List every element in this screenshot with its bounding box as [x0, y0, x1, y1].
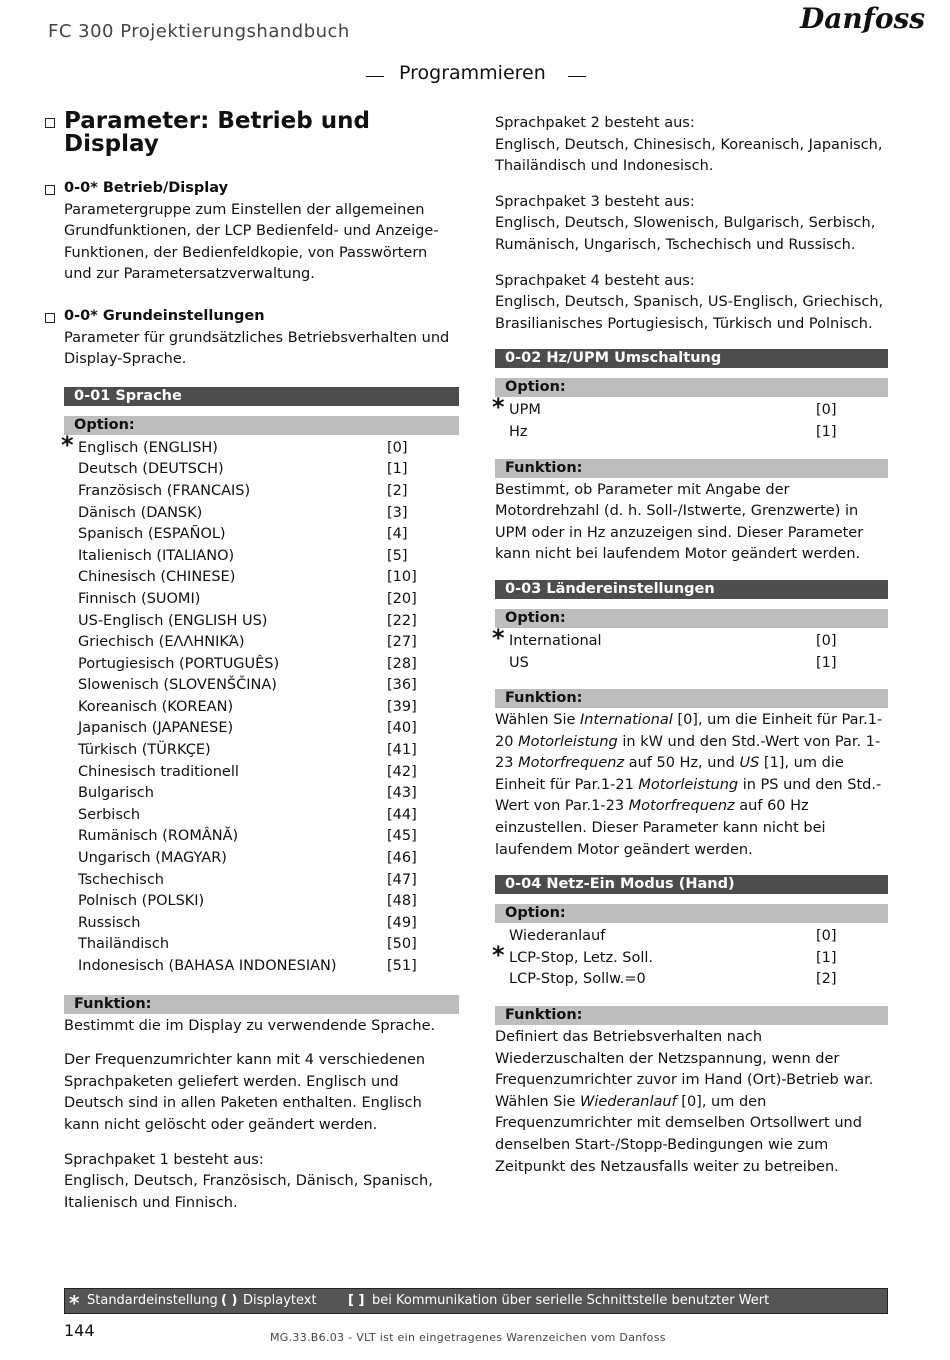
option-value: [44] — [387, 806, 417, 823]
option-value: [10] — [387, 569, 417, 586]
param-title-0-04: 0-04 Netz-Ein Modus (Hand) — [495, 875, 888, 894]
option-row — [64, 697, 459, 719]
option-label: Englisch (ENGLISH) — [78, 439, 218, 456]
option-value: [1] — [816, 423, 837, 440]
option-label: Rumänisch (ROMÂNĂ) — [78, 828, 239, 845]
option-value: [20] — [387, 590, 417, 607]
option-row — [64, 567, 459, 589]
function-text: Bestimmt die im Display zu verwendende Sprache. — [64, 1017, 436, 1034]
option-header: Option: — [64, 416, 459, 435]
option-value: [5] — [387, 547, 408, 564]
group-text-basic: Parameter für grundsätzliches Betriebsverhalten und Display-Sprache. — [64, 329, 450, 368]
option-row — [64, 762, 459, 784]
checkbox-icon — [45, 185, 55, 195]
option-label: UPM — [509, 402, 541, 419]
option-label: Chinesisch (CHINESE) — [78, 569, 236, 586]
option-label: US-Englisch (ENGLISH US) — [78, 612, 268, 629]
option-row — [64, 589, 459, 611]
option-row — [495, 653, 888, 675]
option-label: LCP-Stop, Sollw.=0 — [509, 971, 646, 988]
option-value: [47] — [387, 871, 417, 888]
default-star-icon: * — [492, 940, 505, 969]
option-value: [3] — [387, 504, 408, 521]
option-label: Wiederanlauf — [509, 928, 606, 945]
option-value: [40] — [387, 720, 417, 737]
option-label: Chinesisch traditionell — [78, 763, 239, 780]
option-value: [1] — [816, 654, 837, 671]
option-label: Thailändisch — [78, 936, 170, 953]
option-value: [48] — [387, 893, 417, 910]
option-label: Französisch (FRANCAIS) — [78, 482, 251, 499]
option-row — [64, 848, 459, 870]
legend-paren-symbol: ( ) — [221, 1293, 238, 1308]
option-row — [64, 805, 459, 827]
option-value: [50] — [387, 936, 417, 953]
option-row — [64, 675, 459, 697]
option-label: International — [509, 632, 602, 649]
option-value: [0] — [387, 439, 408, 456]
option-label: Russisch — [78, 914, 141, 931]
option-row — [64, 956, 459, 978]
pack4-heading: Sprachpaket 4 besteht aus: — [495, 272, 695, 289]
option-row — [64, 546, 459, 568]
option-row — [61, 430, 459, 460]
legend-serial: bei Kommunikation über serielle Schnittstelle benutzter Wert — [372, 1293, 770, 1308]
option-label: Griechisch (ΕΛΛΗΝΙΚΆ) — [78, 634, 245, 651]
option-value: [42] — [387, 763, 417, 780]
option-value: [41] — [387, 742, 417, 759]
language-option-list — [61, 430, 459, 978]
region-option-list — [492, 623, 888, 674]
option-row — [492, 393, 888, 422]
option-label: Bulgarisch — [78, 785, 154, 802]
option-value: [45] — [387, 828, 417, 845]
option-label: US — [509, 654, 529, 671]
option-value: [2] — [816, 971, 837, 988]
legend-display: Displaytext — [243, 1293, 317, 1308]
option-row — [64, 740, 459, 762]
option-row — [64, 783, 459, 805]
pack1-body: Englisch, Deutsch, Französisch, Dänisch, Spanisch, Italienisch und Finnisch. — [64, 1173, 433, 1211]
default-star-icon: * — [61, 430, 74, 459]
pack2-body: Englisch, Deutsch, Chinesisch, Koreanisch, Japanisch, Thailändisch und Indonesisch. — [495, 136, 883, 175]
pack1-heading: Sprachpaket 1 besteht aus: — [64, 1151, 264, 1168]
option-header: Option: — [495, 609, 888, 628]
page-title: Parameter: Betrieb und Display — [64, 110, 459, 156]
option-row — [64, 632, 459, 654]
function-header: Funktion: — [495, 1006, 888, 1025]
option-value: [28] — [387, 655, 417, 672]
danfoss-logo: Danfoss — [800, 2, 926, 35]
group-heading-basic: 0-0* Grundeinstellungen — [64, 306, 459, 328]
option-value: [2] — [387, 482, 408, 499]
rpm-option-list — [492, 393, 888, 443]
option-value: [1] — [816, 949, 837, 966]
option-row — [492, 940, 888, 970]
option-value: [49] — [387, 914, 417, 931]
function-header: Funktion: — [495, 689, 888, 708]
group-text-operation: Parametergruppe zum Einstellen der allgemeinen Grundfunktionen, der LCP Bedienfeld- und Anzeige-Funktionen, der Bedienfeldkopie, von Passwörtern und zur Parametersatzverwaltung. — [64, 201, 439, 283]
language-packages-text: Der Frequenzumrichter kann mit 4 verschiedenen Sprachpaketen geliefert werden. Englisch und Deutsch sind in allen Paketen enthalten. Englisch kann nicht gelöscht oder geändert werden. — [64, 1052, 426, 1133]
option-label: Serbisch — [78, 806, 141, 823]
right-column — [492, 113, 888, 1191]
section-dash-left — [366, 76, 384, 77]
option-row — [64, 718, 459, 740]
option-label: Tschechisch — [78, 871, 165, 888]
option-row — [64, 654, 459, 676]
section-title: Programmieren — [399, 62, 546, 84]
param-title-0-01: 0-01 Sprache — [64, 387, 459, 406]
option-row — [64, 459, 459, 481]
option-label: Portugiesisch (PORTUGUÊS) — [78, 655, 280, 672]
function-text-0-03: Wählen Sie International [0], um die Einheit für Par.1-20 Motorleistung in kW und den Std.-Wert von Par. 1-23 Motorfrequenz auf 50 Hz, und US [1], um die Einheit für Par.1-21 Motorleistung in PS und den Std.-Wert von Par.1-23 Motorfrequenz auf 60 Hz einzustellen. Dieser Parameter kann nicht bei laufendem Motor geändert werden. — [495, 712, 883, 858]
section-dash-right — [568, 76, 586, 77]
option-value: [43] — [387, 785, 417, 802]
group-heading-operation: 0-0* Betrieb/Display — [64, 178, 459, 200]
option-row — [64, 891, 459, 913]
function-text-0-02: Bestimmt, ob Parameter mit Angabe der Motordrehzahl (d. h. Soll-/Istwerte, Grenzwerte) in UPM oder in Hz anzuzeigen sind. Dieser Parameter kann nicht bei laufendem Motor geändert werden. — [495, 481, 864, 563]
option-row — [492, 623, 888, 653]
option-row — [64, 934, 459, 956]
pack4-body: Englisch, Deutsch, Spanisch, US-Englisch, Griechisch, Brasilianisches Portugiesisch, Türkisch und Polnisch. — [495, 294, 884, 332]
default-star-icon: * — [69, 1291, 80, 1315]
option-label: Ungarisch (MAGYAR) — [78, 850, 227, 867]
legend-bracket-symbol: [ ] — [348, 1293, 365, 1308]
option-value: [46] — [387, 850, 417, 867]
option-value: [4] — [387, 526, 408, 543]
option-value: [36] — [387, 677, 417, 694]
pack3-heading: Sprachpaket 3 besteht aus: — [495, 193, 695, 210]
option-row — [495, 422, 888, 444]
option-label: Slowenisch (SLOVENŠČINA) — [78, 677, 277, 694]
option-label: LCP-Stop, Letz. Soll. — [509, 949, 654, 966]
option-label: Finnisch (SUOMI) — [78, 590, 201, 607]
option-value: [0] — [816, 402, 837, 419]
function-text-0-04: Definiert das Betriebsverhalten nach Wiederzuschalten der Netzspannung, wenn der Frequenzumrichter zuvor im Hand (Ort)-Betrieb war. Wählen Sie Wiederanlauf [0], um den Frequenzumrichter mit demselben Ortsollwert und denselben Start-/Stopp-Bedingungen wie zum Zeitpunkt des Netzausfalls weiter zu betreiben. — [495, 1029, 874, 1175]
option-row — [64, 524, 459, 546]
checkbox-icon — [45, 313, 55, 323]
option-header: Option: — [495, 904, 888, 923]
option-row — [64, 611, 459, 633]
footer-note: MG.33.B6.03 - VLT ist ein eingetragenes Warenzeichen vom Danfoss — [270, 1331, 666, 1344]
pack3-body: Englisch, Deutsch, Slowenisch, Bulgarisch, Serbisch, Rumänisch, Ungarisch, Tschechisch und Russisch. — [495, 215, 876, 253]
param-title-0-03: 0-03 Ländereinstellungen — [495, 580, 888, 599]
option-row — [64, 826, 459, 848]
option-value: [39] — [387, 698, 417, 715]
option-row — [64, 503, 459, 525]
power-on-option-list — [492, 926, 888, 991]
option-label: Koreanisch (KOREAN) — [78, 698, 234, 715]
page-number: 144 — [64, 1321, 95, 1340]
option-row — [64, 913, 459, 935]
option-label: Japanisch (JAPANESE) — [78, 720, 234, 737]
option-label: Hz — [509, 423, 528, 440]
legend-default: Standardeinstellung — [87, 1293, 218, 1308]
option-value: [51] — [387, 958, 417, 974]
left-column — [61, 108, 459, 1227]
option-label: Indonesisch (BAHASA INDONESIAN) — [78, 958, 337, 974]
function-header: Funktion: — [64, 995, 459, 1014]
manual-title: FC 300 Projektierungshandbuch — [48, 21, 350, 42]
option-label: Deutsch (DEUTSCH) — [78, 461, 224, 478]
option-value: [0] — [816, 928, 837, 945]
function-header: Funktion: — [495, 459, 888, 478]
legend-bar — [64, 1288, 888, 1314]
default-star-icon: * — [492, 393, 505, 422]
option-row — [495, 926, 888, 948]
param-title-0-02: 0-02 Hz/UPM Umschaltung — [495, 349, 888, 368]
option-label: Italienisch (ITALIANO) — [78, 547, 235, 564]
option-label: Spanisch (ESPAÑOL) — [78, 526, 226, 543]
option-value: [27] — [387, 634, 417, 651]
option-value: [0] — [816, 632, 837, 649]
option-label: Dänisch (DANSK) — [78, 504, 203, 521]
option-row — [64, 870, 459, 892]
option-label: Türkisch (TÜRKÇE) — [78, 742, 211, 759]
option-row — [64, 481, 459, 503]
default-star-icon: * — [492, 623, 505, 652]
pack2-heading: Sprachpaket 2 besteht aus: — [495, 115, 695, 131]
option-row — [495, 969, 888, 991]
option-label: Polnisch (POLSKI) — [78, 893, 205, 910]
checkbox-icon — [45, 118, 55, 128]
option-value: [1] — [387, 461, 408, 478]
option-value: [22] — [387, 612, 417, 629]
option-header: Option: — [495, 378, 888, 397]
